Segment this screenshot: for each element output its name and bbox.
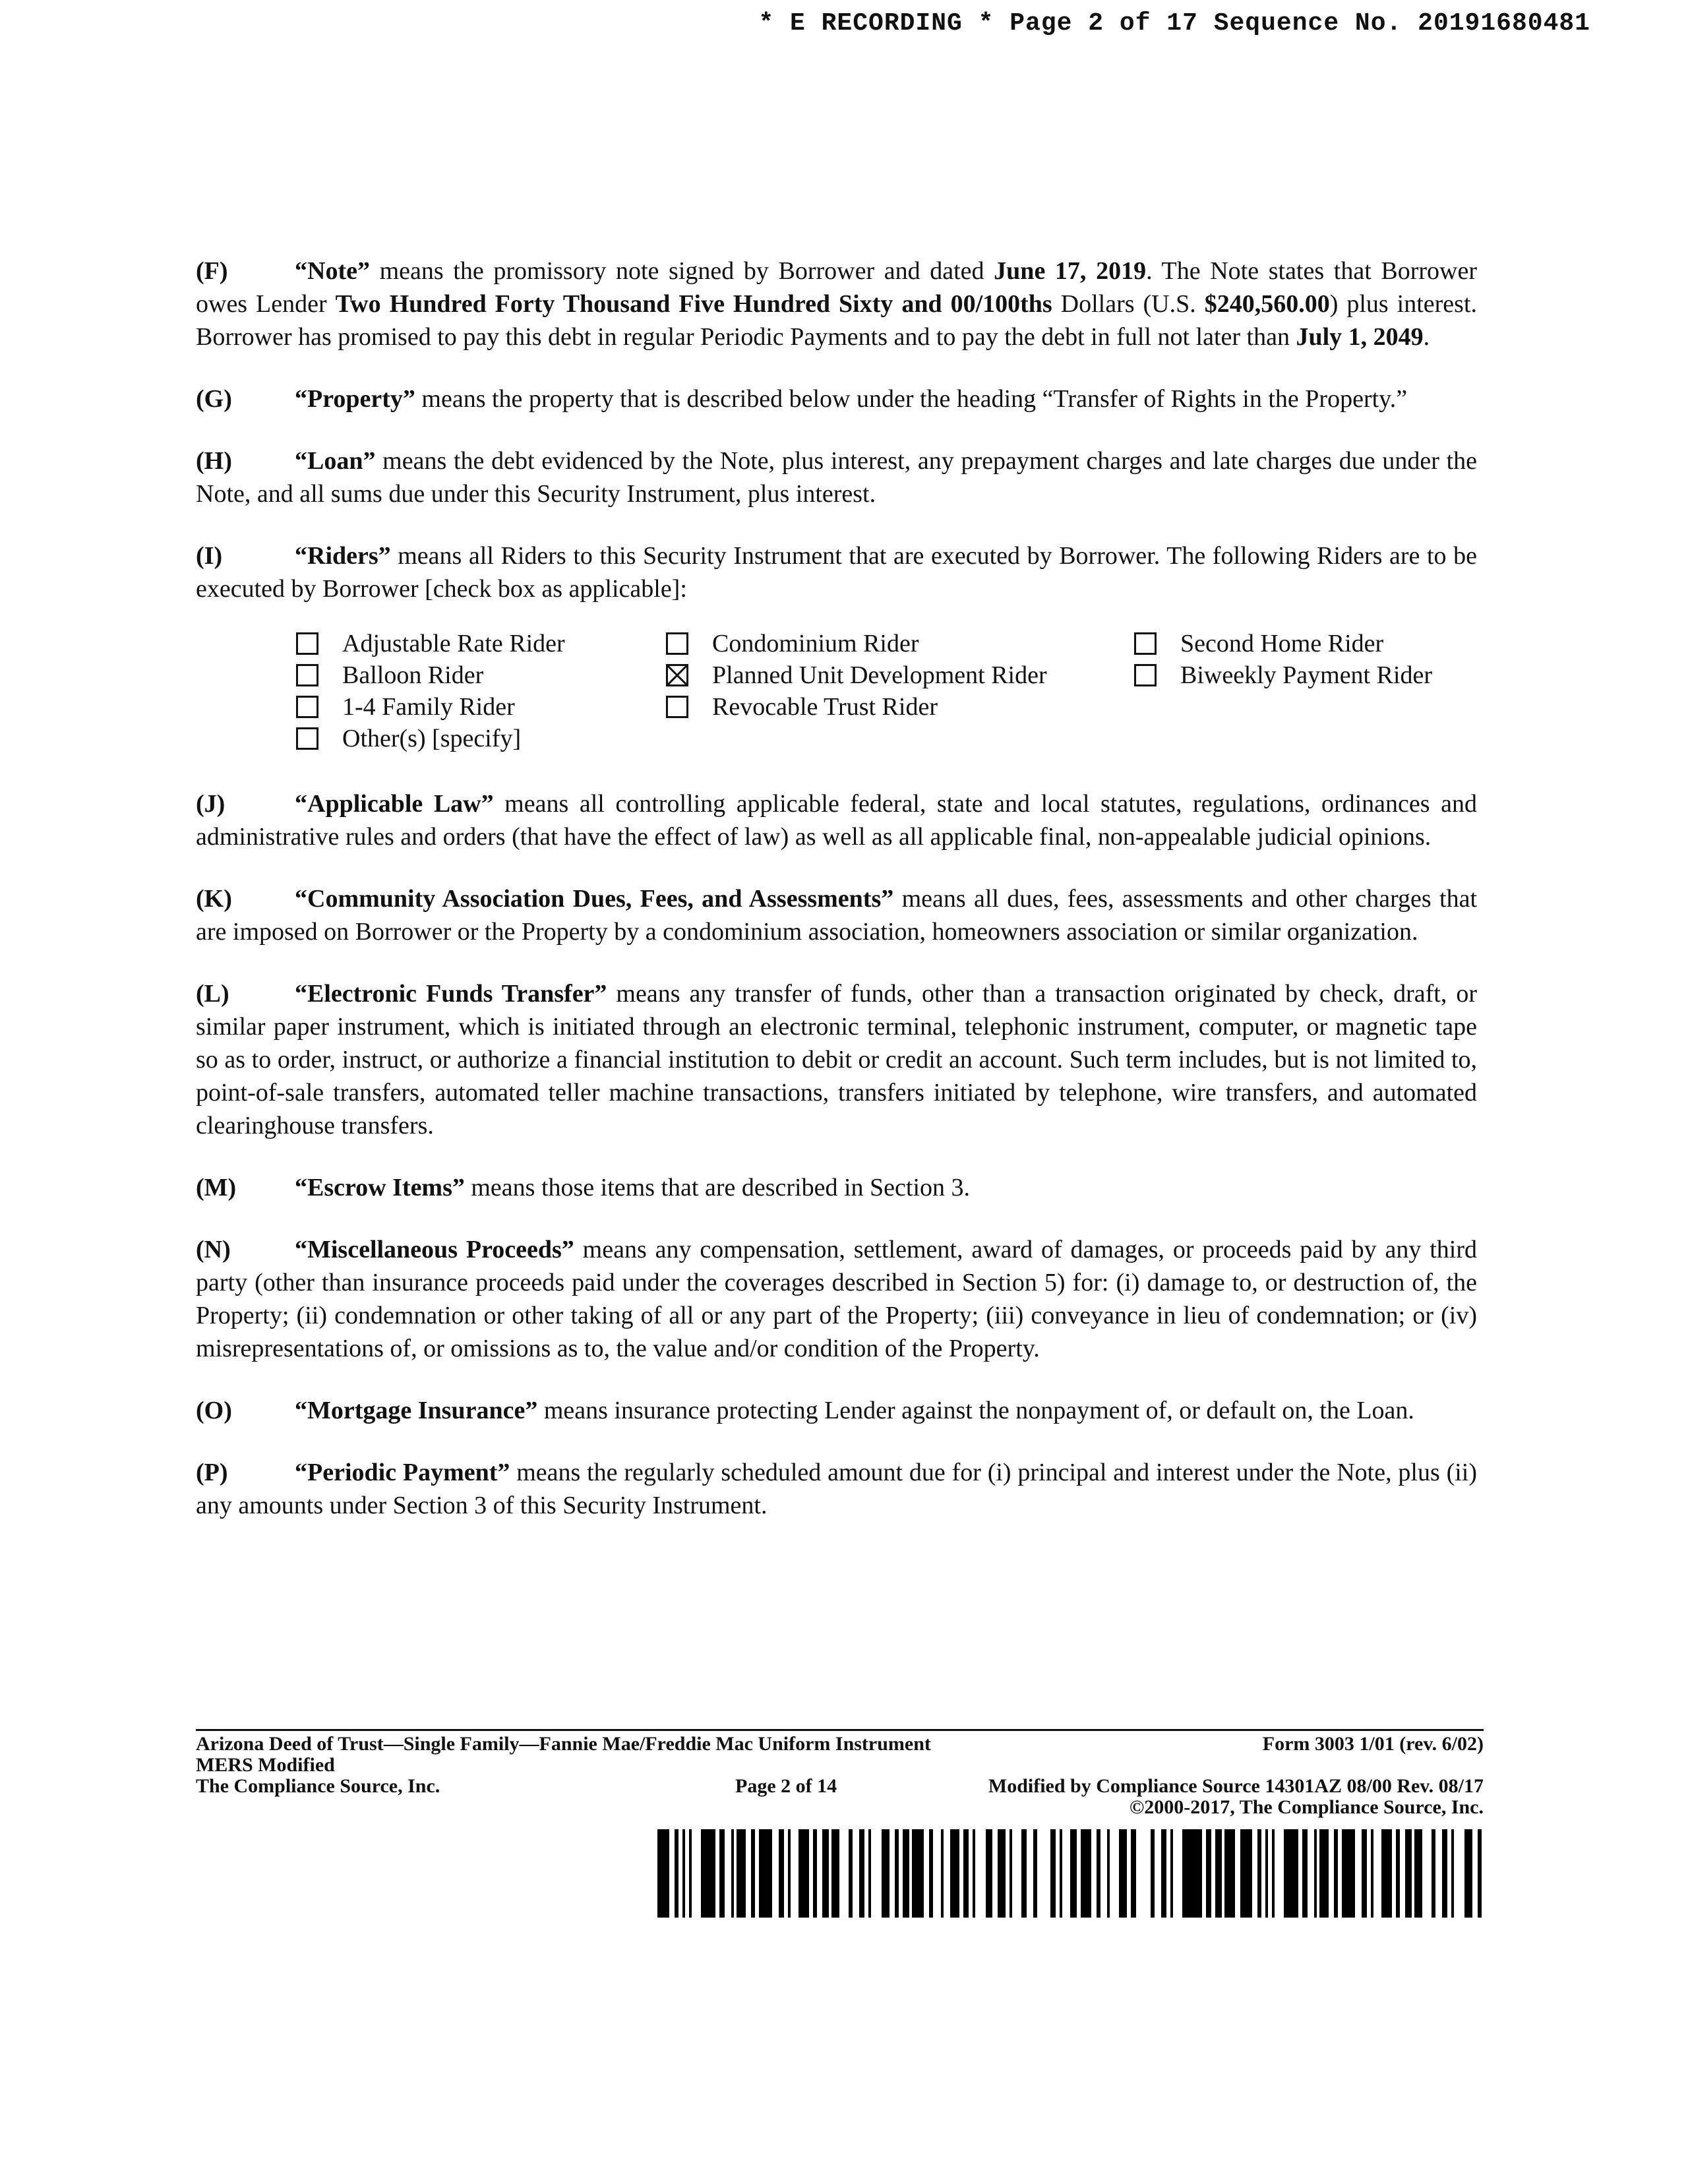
barcode-gap: [791, 1829, 799, 1918]
barcode-gap: [1062, 1829, 1070, 1918]
definition-text: means all Riders to this Security Instrument that are executed by Borrower. The following Riders are to be executed by Borrower [check box as applicable]:: [196, 542, 1477, 603]
empty-checkbox-icon: [666, 696, 688, 718]
definition-paragraph: [196, 255, 1477, 353]
barcode-bar: [1362, 1829, 1367, 1918]
defined-term: “Escrow Items”: [295, 1174, 465, 1201]
empty-checkbox-icon: [296, 632, 318, 655]
empty-checkbox-icon: [1134, 632, 1157, 655]
barcode-gap: [692, 1829, 701, 1918]
definition-text: means the promissory note signed by Borrower and dated: [369, 257, 994, 285]
barcode-bar: [1215, 1829, 1222, 1918]
defined-term: “Mortgage Insurance”: [295, 1397, 538, 1424]
recording-header: * E RECORDING * Page 2 of 17 Sequence No. 20191680481: [758, 9, 1590, 38]
defined-term: “Electronic Funds Transfer”: [295, 980, 607, 1008]
rider-option: [296, 628, 565, 659]
definition-text: means all dues, fees, assessments and other charges that are imposed on Borrower or the Property by a condominium association, homeowners association or similar organization.: [196, 885, 1477, 946]
document-body: [196, 255, 1477, 1551]
section-letter: (L): [196, 980, 229, 1008]
barcode-bar: [1161, 1829, 1166, 1918]
section-letter: (M): [196, 1174, 237, 1201]
rider-label: Balloon Rider: [342, 661, 484, 689]
definition-paragraph: [196, 882, 1477, 948]
definition-text: means insurance protecting Lender against the nonpayment of, or default on, the Loan.: [537, 1397, 1414, 1424]
barcode-gap: [1308, 1829, 1314, 1918]
defined-term: “Property”: [295, 385, 415, 413]
barcode-bar: [701, 1829, 715, 1918]
barcode-bar: [822, 1829, 829, 1918]
barcode-bar: [1405, 1829, 1412, 1918]
barcode-gap: [1454, 1829, 1464, 1918]
empty-checkbox-icon: [1134, 664, 1157, 686]
definition-text: means the debt evidenced by the Note, plus interest, any prepayment charges and late charges due under the Note, and all sums due under this Security Instrument, plus interest.: [196, 447, 1477, 508]
barcode-gap: [817, 1829, 822, 1918]
page-number: Page 2 of 14: [735, 1775, 837, 1797]
rider-label: Revocable Trust Rider: [712, 693, 938, 721]
barcode-bar: [1319, 1829, 1329, 1918]
definition-text: means the regularly scheduled amount due for (i) principal and interest under the Note, plus (ii) any amounts under Section 3 of this Security Instrument.: [196, 1459, 1477, 1519]
section-letter: (G): [196, 385, 232, 413]
defined-term: “Periodic Payment”: [295, 1459, 510, 1486]
barcode-gap: [746, 1829, 751, 1918]
barcode-gap: [1435, 1829, 1442, 1918]
definition-paragraph: [196, 539, 1477, 605]
barcode-gap: [1100, 1829, 1107, 1918]
barcode-gap: [772, 1829, 779, 1918]
barcode-gap: [1422, 1829, 1432, 1918]
rider-option: [1134, 659, 1432, 691]
barcode-gap: [1012, 1829, 1021, 1918]
rider-option: [1134, 628, 1432, 659]
barcode-bar: [1284, 1829, 1298, 1918]
barcode-bar: [1070, 1829, 1077, 1918]
bold-value: July 1, 2049: [1296, 323, 1424, 351]
barcode-bar: [986, 1829, 992, 1918]
definitions-part-2: [196, 787, 1477, 1522]
barcode-gap: [725, 1829, 731, 1918]
barcode-gap: [1373, 1829, 1381, 1918]
rider-option: [666, 659, 1047, 691]
rider-option: [296, 691, 565, 723]
defined-term: “Applicable Law”: [295, 790, 494, 818]
barcode-bar: [912, 1829, 924, 1918]
empty-checkbox-icon: [296, 727, 318, 750]
mers-modified: MERS Modified: [196, 1754, 335, 1776]
barcode-gap: [853, 1829, 859, 1918]
rider-option: [296, 659, 565, 691]
barcode-gap: [1472, 1829, 1478, 1918]
rider-label: 1-4 Family Rider: [342, 693, 515, 721]
section-letter: (K): [196, 885, 232, 913]
definition-paragraph: [196, 1394, 1477, 1427]
barcode-gap: [669, 1829, 675, 1918]
rider-option: [296, 723, 565, 754]
definition-text: means all controlling applicable federal, state and local statutes, regulations, ordinances and administrative rules and orders (that have the effect of law) as well as all applicable final, non-appealable judicial opinions.: [196, 790, 1477, 851]
definition-paragraph: [196, 1171, 1477, 1204]
barcode-bar: [1381, 1829, 1392, 1918]
barcode-gap: [1091, 1829, 1097, 1918]
defined-term: “Note”: [295, 257, 370, 285]
riders-column-2: [666, 628, 1047, 723]
barcode-gap: [1252, 1829, 1257, 1918]
section-letter: (F): [196, 257, 228, 285]
empty-checkbox-icon: [296, 696, 318, 718]
defined-term: “Miscellaneous Proceeds”: [295, 1236, 574, 1263]
barcode-gap: [1275, 1829, 1284, 1918]
definition-text: means any compensation, settlement, award of damages, or proceeds paid by any third party (other than insurance proceeds paid under the coverages described in Section 5) for: (i) damage to, or destruction of, the Property; (ii) condemnation or other taking of all or any part of the Property; (iii) conveyance in lieu of condemnation; or (iv) misrepresentations of, or omissions as to, the value and/or condition of the Property.: [196, 1236, 1477, 1362]
bold-value: Two Hundred Forty Thousand Five Hundred Sixty and 00/100ths: [335, 290, 1052, 318]
definition-paragraph: [196, 1233, 1477, 1365]
barcode-bar: [882, 1829, 889, 1918]
barcode-bar: [1442, 1829, 1447, 1918]
barcode-gap: [924, 1829, 929, 1918]
form-title: Arizona Deed of Trust—Single Family—Fannie Mae/Freddie Mac Uniform Instrument: [196, 1733, 931, 1755]
definition-paragraph: [196, 1456, 1477, 1522]
rider-option: [666, 628, 1047, 659]
barcode-bar: [1302, 1829, 1308, 1918]
footer-rule: [196, 1729, 1484, 1731]
barcode-gap: [1136, 1829, 1151, 1918]
barcode-bar: [759, 1829, 772, 1918]
barcode-bar: [998, 1829, 1006, 1918]
barcode-bar: [963, 1829, 969, 1918]
bold-value: June 17, 2019: [994, 257, 1147, 285]
rider-label: Adjustable Rate Rider: [342, 630, 565, 657]
barcode-bar: [1342, 1829, 1355, 1918]
barcode-gap: [1400, 1829, 1405, 1918]
rider-label: Biweekly Payment Rider: [1180, 661, 1433, 689]
barcode-bar: [1240, 1829, 1252, 1918]
defined-term: “Loan”: [295, 447, 376, 475]
definition-text: means the property that is described below under the heading “Transfer of Rights in the Property.”: [415, 385, 1408, 413]
barcode-image: [657, 1829, 1482, 1918]
definitions-part-1: [196, 255, 1477, 605]
form-footer: [196, 1729, 1484, 1818]
bold-value: $240,560.00: [1204, 290, 1330, 318]
rider-label: Second Home Rider: [1180, 630, 1384, 657]
defined-term: “Riders”: [295, 542, 391, 570]
barcode-gap: [1110, 1829, 1119, 1918]
riders-column-3: [1134, 628, 1432, 691]
barcode-gap: [933, 1829, 941, 1918]
barcode-gap: [1027, 1829, 1033, 1918]
barcode-gap: [944, 1829, 950, 1918]
empty-checkbox-icon: [296, 664, 318, 686]
barcode-gap: [1155, 1829, 1161, 1918]
rider-label: Other(s) [specify]: [342, 725, 522, 752]
definition-text: ) plus interest. Borrower has promised to pay this debt in regular Periodic Payments and to pay the debt in full not later than: [196, 290, 1477, 351]
barcode-bar: [950, 1829, 959, 1918]
barcode-gap: [839, 1829, 849, 1918]
barcode-bar: [831, 1829, 839, 1918]
barcode-bar: [1021, 1829, 1027, 1918]
barcode-bar: [1206, 1829, 1211, 1918]
barcode-bar: [1464, 1829, 1472, 1918]
barcode-bar: [719, 1829, 725, 1918]
definition-text: Dollars (U.S.: [1052, 290, 1205, 318]
section-letter: (O): [196, 1397, 232, 1424]
barcode-gap: [889, 1829, 895, 1918]
checked-box-icon: [666, 664, 688, 686]
modified-by: Modified by Compliance Source 14301AZ 08/00 Rev. 08/17: [988, 1775, 1484, 1797]
barcode-bar: [1131, 1829, 1136, 1918]
barcode-bar: [1119, 1829, 1127, 1918]
barcode-bar: [1414, 1829, 1422, 1918]
definition-paragraph: [196, 787, 1477, 853]
barcode-gap: [871, 1829, 882, 1918]
barcode-gap: [1173, 1829, 1182, 1918]
barcode-bar: [1478, 1829, 1482, 1918]
defined-term: “Community Association Dues, Fees, and Assessments”: [295, 885, 894, 913]
definition-paragraph: [196, 977, 1477, 1142]
definition-text: .: [1423, 323, 1430, 351]
barcode-bar: [779, 1829, 784, 1918]
barcode-bar: [859, 1829, 864, 1918]
barcode-gap: [1355, 1829, 1362, 1918]
rider-option: [666, 691, 1047, 723]
barcode-bar: [799, 1829, 809, 1918]
barcode-bar: [657, 1829, 669, 1918]
section-letter: (P): [196, 1459, 228, 1486]
empty-checkbox-icon: [666, 632, 688, 655]
copyright: ©2000-2017, The Compliance Source, Inc.: [1129, 1796, 1484, 1818]
definition-paragraph: [196, 444, 1477, 510]
barcode-bar: [1081, 1829, 1091, 1918]
definition-text: means those items that are described in Section 3.: [464, 1174, 970, 1201]
definition-paragraph: [196, 382, 1477, 415]
rider-label: Planned Unit Development Rider: [712, 661, 1047, 689]
form-number: Form 3003 1/01 (rev. 6/02): [1262, 1733, 1484, 1755]
barcode-bar: [1224, 1829, 1235, 1918]
barcode-gap: [1037, 1829, 1050, 1918]
rider-label: Condominium Rider: [712, 630, 919, 657]
section-letter: (J): [196, 790, 226, 818]
definition-text: . The Note states that Borrower owes Lender: [196, 257, 1478, 318]
barcode-bar: [903, 1829, 909, 1918]
riders-checkbox-grid: [196, 628, 1477, 757]
section-letter: (I): [196, 542, 223, 570]
riders-column-1: [296, 628, 565, 754]
section-letter: (N): [196, 1236, 231, 1263]
company-name: The Compliance Source, Inc.: [196, 1775, 440, 1797]
barcode-bar: [737, 1829, 746, 1918]
section-letter: (H): [196, 447, 232, 475]
barcode-gap: [975, 1829, 986, 1918]
barcode-gap: [1235, 1829, 1240, 1918]
barcode-bar: [1050, 1829, 1056, 1918]
definition-text: means any transfer of funds, other than a transaction originated by check, draft, or similar paper instrument, which is initiated through an electronic terminal, telephonic instrument, computer, or magnetic tape so as to order, instruct, or authorize a financial institution to debit or credit an account. Such term includes, but is not limited to, point-of-sale transfers, automated teller machine transactions, transfers initiated by telephone, wire transfers, and automated clearinghouse transfers.: [196, 980, 1477, 1139]
barcode-gap: [1329, 1829, 1334, 1918]
barcode-bar: [1182, 1829, 1202, 1918]
barcode-gap: [992, 1829, 998, 1918]
